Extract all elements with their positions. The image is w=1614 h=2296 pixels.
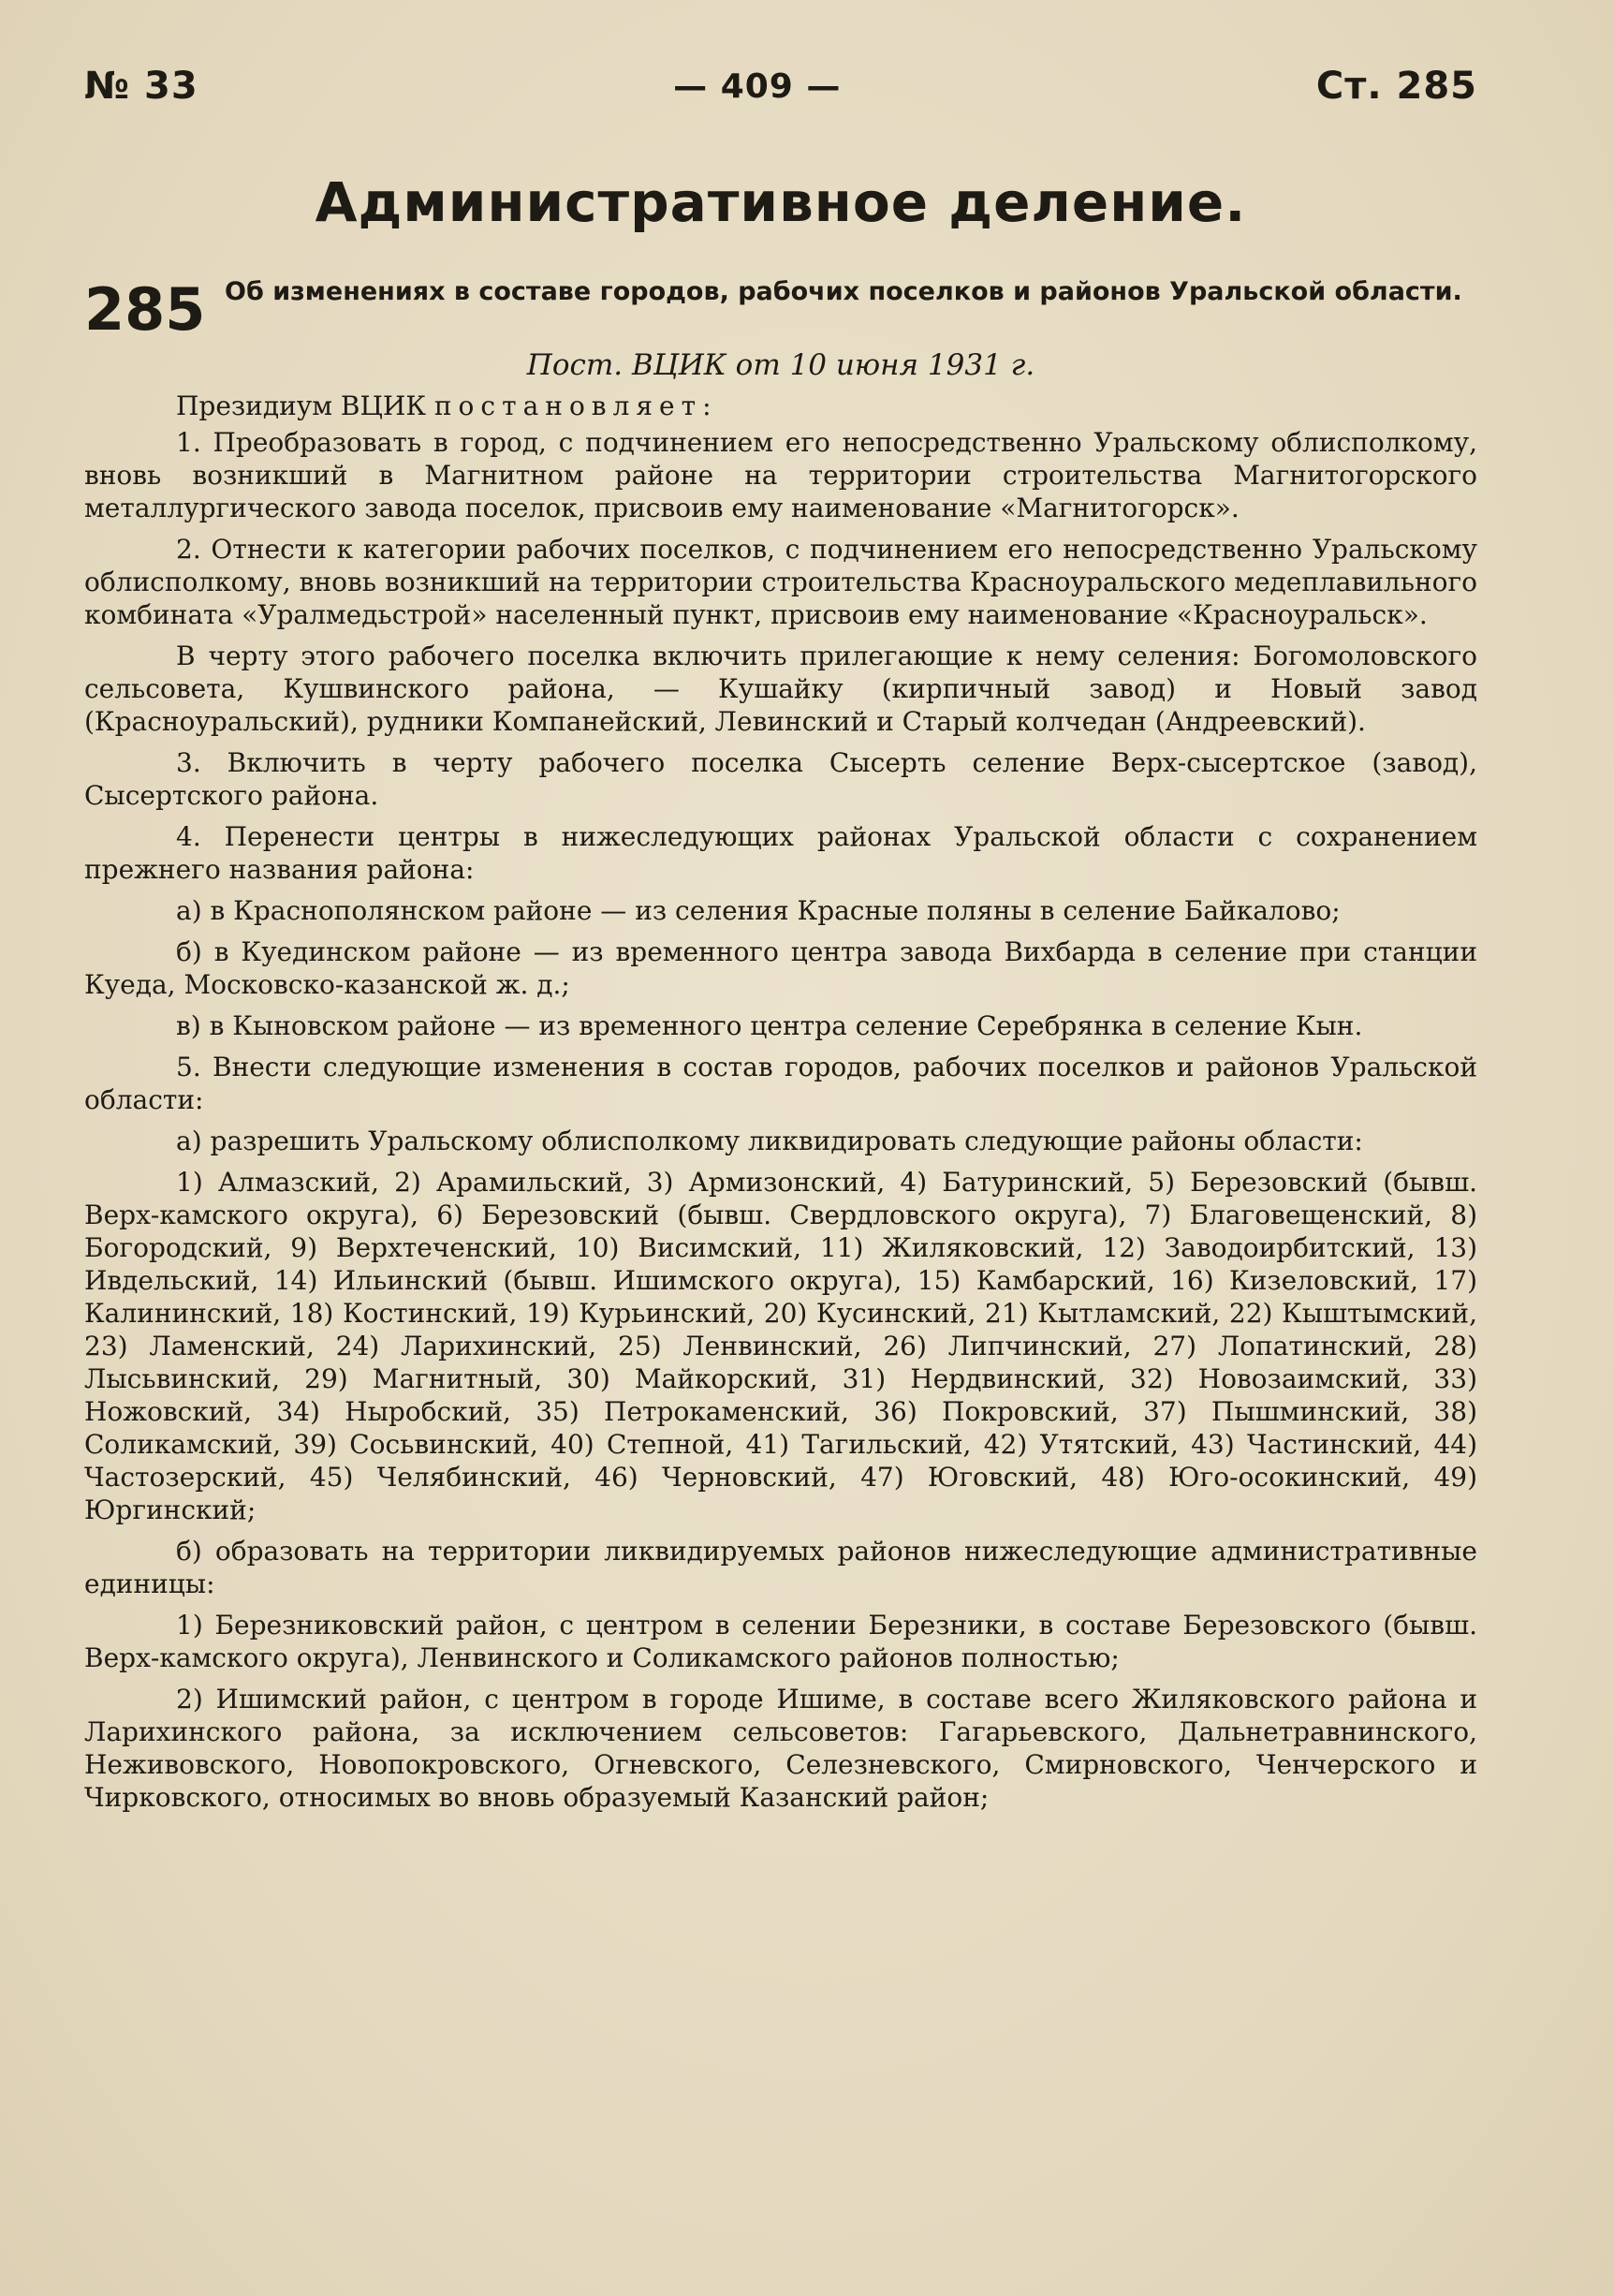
paragraph: 1) Алмазский, 2) Арамильский, 3) Армизонский, 4) Батуринский, 5) Березовский (бывш. Верх-камского округа), 6) Березовский (бывш. Свердловского округа), 7) Благовещенский, 8) Богородский, 9) Верхтеченский, 10) Висимский, 11) Жиляковский, 12) Заводоирбитский, 13) Ивдельский, 14) Ильинский (бывш. Ишимского округа), 15) Камбарский, 16) Кизеловский, 17) Калининский, 18) Костинский, 19) Курьинский, 20) Кусинский, 21) Кытламский, 22) Кыштымский, 23) Ламенский, 24) Ларихинский, 25) Ленвинский, 26) Липчинский, 27) Лопатинский, 28) Лысьвинский, 29) Магнитный, 30) Майкорский, 31) Нердвинский, 32) Новозаимский, 33) Ножовский, 34) Ныробский, 35) Петрокаменский, 36) Покровский, 37) Пышминский, 38) Соликамский, 39) Сосьвинский, 40) Степной, 41) Тагильский, 42) Утятский, 43) Частинский, 44) Частозерский, 45) Челябинский, 46) Черновский, 47) Юговский, 48) Юго-осокинский, 49) Юргинский; bbox=[84, 1167, 1477, 1525]
issue-number: № 33 bbox=[84, 65, 198, 108]
paragraph: В черту этого рабочего поселка включить прилегающие к нему селения: Богомоловского сельсовета, Кушвинского района, — Кушайку (кирпичный завод) и Новый завод (Красноуральский), рудники Компанейский, Левинский и Старый колчедан (Андреевский). bbox=[84, 640, 1477, 737]
paragraph: 4. Перенести центры в нижеследующих районах Уральской области с сохранением прежнего названия района: bbox=[84, 821, 1477, 885]
act-header bbox=[84, 275, 1477, 344]
running-header bbox=[84, 60, 1477, 112]
paragraph: б) образовать на территории ликвидируемых районов нижеследующие административные единицы: bbox=[84, 1536, 1477, 1599]
document-body bbox=[84, 390, 1477, 1814]
paragraph: а) в Краснополянском районе — из селения Красные поляны в селение Байкалово; bbox=[176, 895, 1341, 926]
decree-line: Пост. ВЦИК от 10 июня 1931 г. bbox=[526, 348, 1035, 382]
section-title: Административное деление. bbox=[315, 170, 1247, 234]
paragraph: 5. Внести следующие изменения в состав городов, рабочих поселков и районов Уральской области: bbox=[84, 1052, 1477, 1115]
paragraph: 1) Березниковский район, с центром в селении Березники, в составе Березовского (бывш. Верх-камского округа), Ленвинского и Соликамского районов полностью; bbox=[84, 1610, 1477, 1673]
paragraph: 1. Преобразовать в город, с подчинением его непосредственно Уральскому облисполкому, вновь возникший в Магнитном районе на территории строительства Магнитогорского металлургического завода поселок, присвоив ему наименование «Магнитогорск». bbox=[84, 427, 1477, 523]
paragraph: 2) Ишимский район, с центром в городе Ишиме, в составе всего Жиляковского района и Ларихинского района, за исключением сельсоветов: Гагарьевского, Дальнетравнинского, Неживовского, Новопокровского, Огневского, Селезневского, Смирновского, Ченчерского и Чирковского, относимых во вновь образуемый Казанский район; bbox=[84, 1684, 1477, 1813]
page-number: — 409 — bbox=[673, 66, 842, 106]
paragraph: б) в Куединском районе — из временного центра завода Вихбарда в селение при станции Куеда, Московско-казанской ж. д.; bbox=[84, 936, 1477, 1000]
paragraph: а) разрешить Уральскому облисполкому ликвидировать следующие районы области: bbox=[176, 1126, 1363, 1156]
paragraph: 3. Включить в черту рабочего поселка Сысерть селение Верх-сысертское (завод), Сысертского района. bbox=[84, 747, 1477, 811]
paragraph: в) в Кыновском районе — из временного центра селение Серебрянка в селение Кын. bbox=[176, 1010, 1363, 1041]
intro-paragraph bbox=[84, 390, 1477, 422]
intro-lead: Президиум ВЦИК bbox=[176, 390, 434, 421]
intro-verb: постановляет: bbox=[433, 390, 718, 421]
article-number: Ст. 285 bbox=[1315, 65, 1477, 108]
act-number: 285 bbox=[84, 275, 206, 344]
paragraph: 2. Отнести к категории рабочих поселков, с подчинением его непосредственно Уральскому облисполкому, вновь возникший на территории строительства Красноуральского медеплавильного комбината «Уралмедьстрой» населенный пункт, присвоив ему наименование «Красноуральск». bbox=[84, 534, 1477, 630]
act-title: Об изменениях в составе городов, рабочих поселков и районов Уральской области. bbox=[225, 277, 1462, 306]
